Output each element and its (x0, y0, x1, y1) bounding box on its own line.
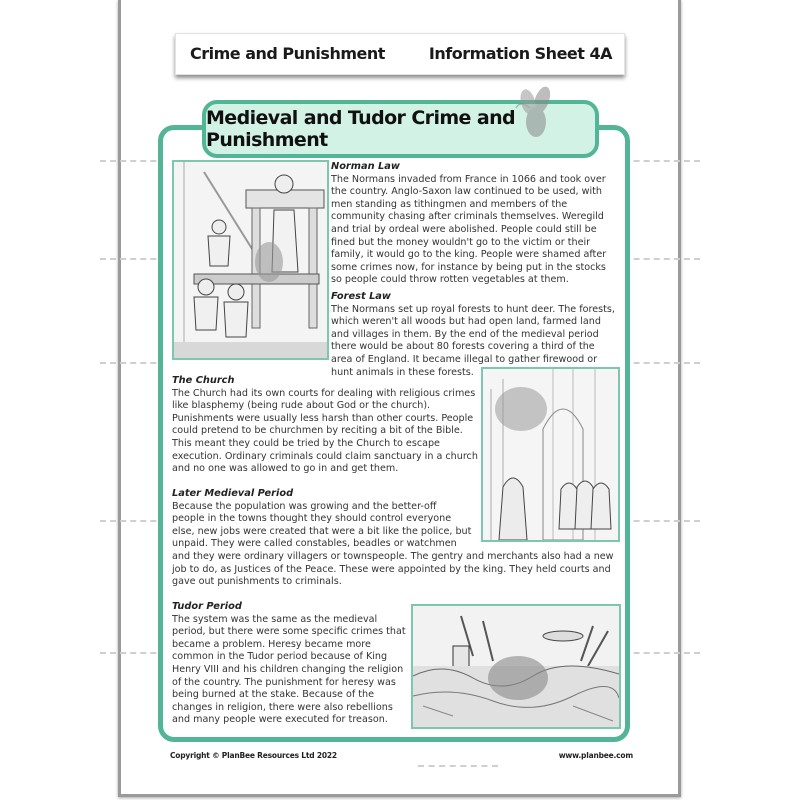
header-bar (175, 33, 625, 75)
sheet-label: Information Sheet 4A (428, 44, 612, 63)
section-body-wide: and they were ordinary villagers or townspeople. The gentry and merchants also had a new job to do, as Justices of the Peace. These were appointed by the king. They held courts and gave out punishments to criminals. (172, 551, 614, 588)
section-body: The system was the same as the medieval period, but there were some specific crimes that became a problem. Heresy became more common in the Tudor period because of King Henry VIII and his children changing the religion of the country. The punishment for heresy was being burned at the stake. Because of the changes in religion, there were also rebellions and many people were executed for treason. (172, 613, 406, 726)
section-forest-law (331, 291, 619, 379)
section-body: The Church had its own courts for dealing with religious crimes like blasphemy (being rude about God or the church). Punishments were usually less harsh than other courts. People could pretend to be churchmen by reciting a bit of the Bible. This meant they could be tried by the Church to escape execution. Ordinary criminals could claim sanctuary in a church and no one was allowed to go in and get them. (172, 387, 478, 475)
section-heading: Forest Law (331, 291, 391, 302)
section-tudor-period (172, 601, 412, 727)
section-the-church (172, 375, 484, 476)
battle-illustration (411, 604, 621, 729)
website-link[interactable]: www.planbee.com (558, 751, 633, 760)
section-heading: Tudor Period (172, 601, 242, 612)
section-body: The Normans invaded from France in 1066 and took over the country. Anglo-Saxon law continued to be used, with men standing as tithingmen and members of the community chasing after criminals themselves. Weregild and trial by ordeal were abolished. People could still be fined but the money wouldn't go to the victim or their family, it would go to the king. People were shamed after some crimes now, for instance by being put in the stocks so people could throw rotten vegetables at them. (331, 173, 607, 286)
section-heading: Norman Law (331, 161, 400, 172)
section-body-narrow: Because the population was growing and the better-off people in the towns thought they should control everyone else, new jobs were created that were a bit like the police, but unpaid. They were called constables, beadles or watchmen (172, 500, 472, 550)
church-illustration (481, 367, 620, 542)
section-later-medieval (172, 488, 472, 551)
section-heading: Later Medieval Period (172, 488, 294, 499)
stocks-illustration (172, 160, 329, 360)
bee-logo-icon (512, 86, 558, 138)
section-heading: The Church (172, 375, 235, 386)
section-norman-law (331, 161, 619, 287)
section-later-medieval-continued (172, 551, 622, 589)
copyright-notice: Copyright © PlanBee Resources Ltd 2022 (170, 751, 337, 760)
subject-title: Crime and Punishment (190, 44, 385, 63)
page-title: Medieval and Tudor Crime and Punishment (206, 107, 516, 151)
section-body: The Normans set up royal forests to hunt deer. The forests, which weren't all woods but had open land, farmed land and villages in them. By the end of the medieval period there would be about 80 forests covering a third of the area of England. It became illegal to gather firewood or hunt animals in these forests. (331, 303, 615, 378)
watermark-line (418, 765, 498, 767)
